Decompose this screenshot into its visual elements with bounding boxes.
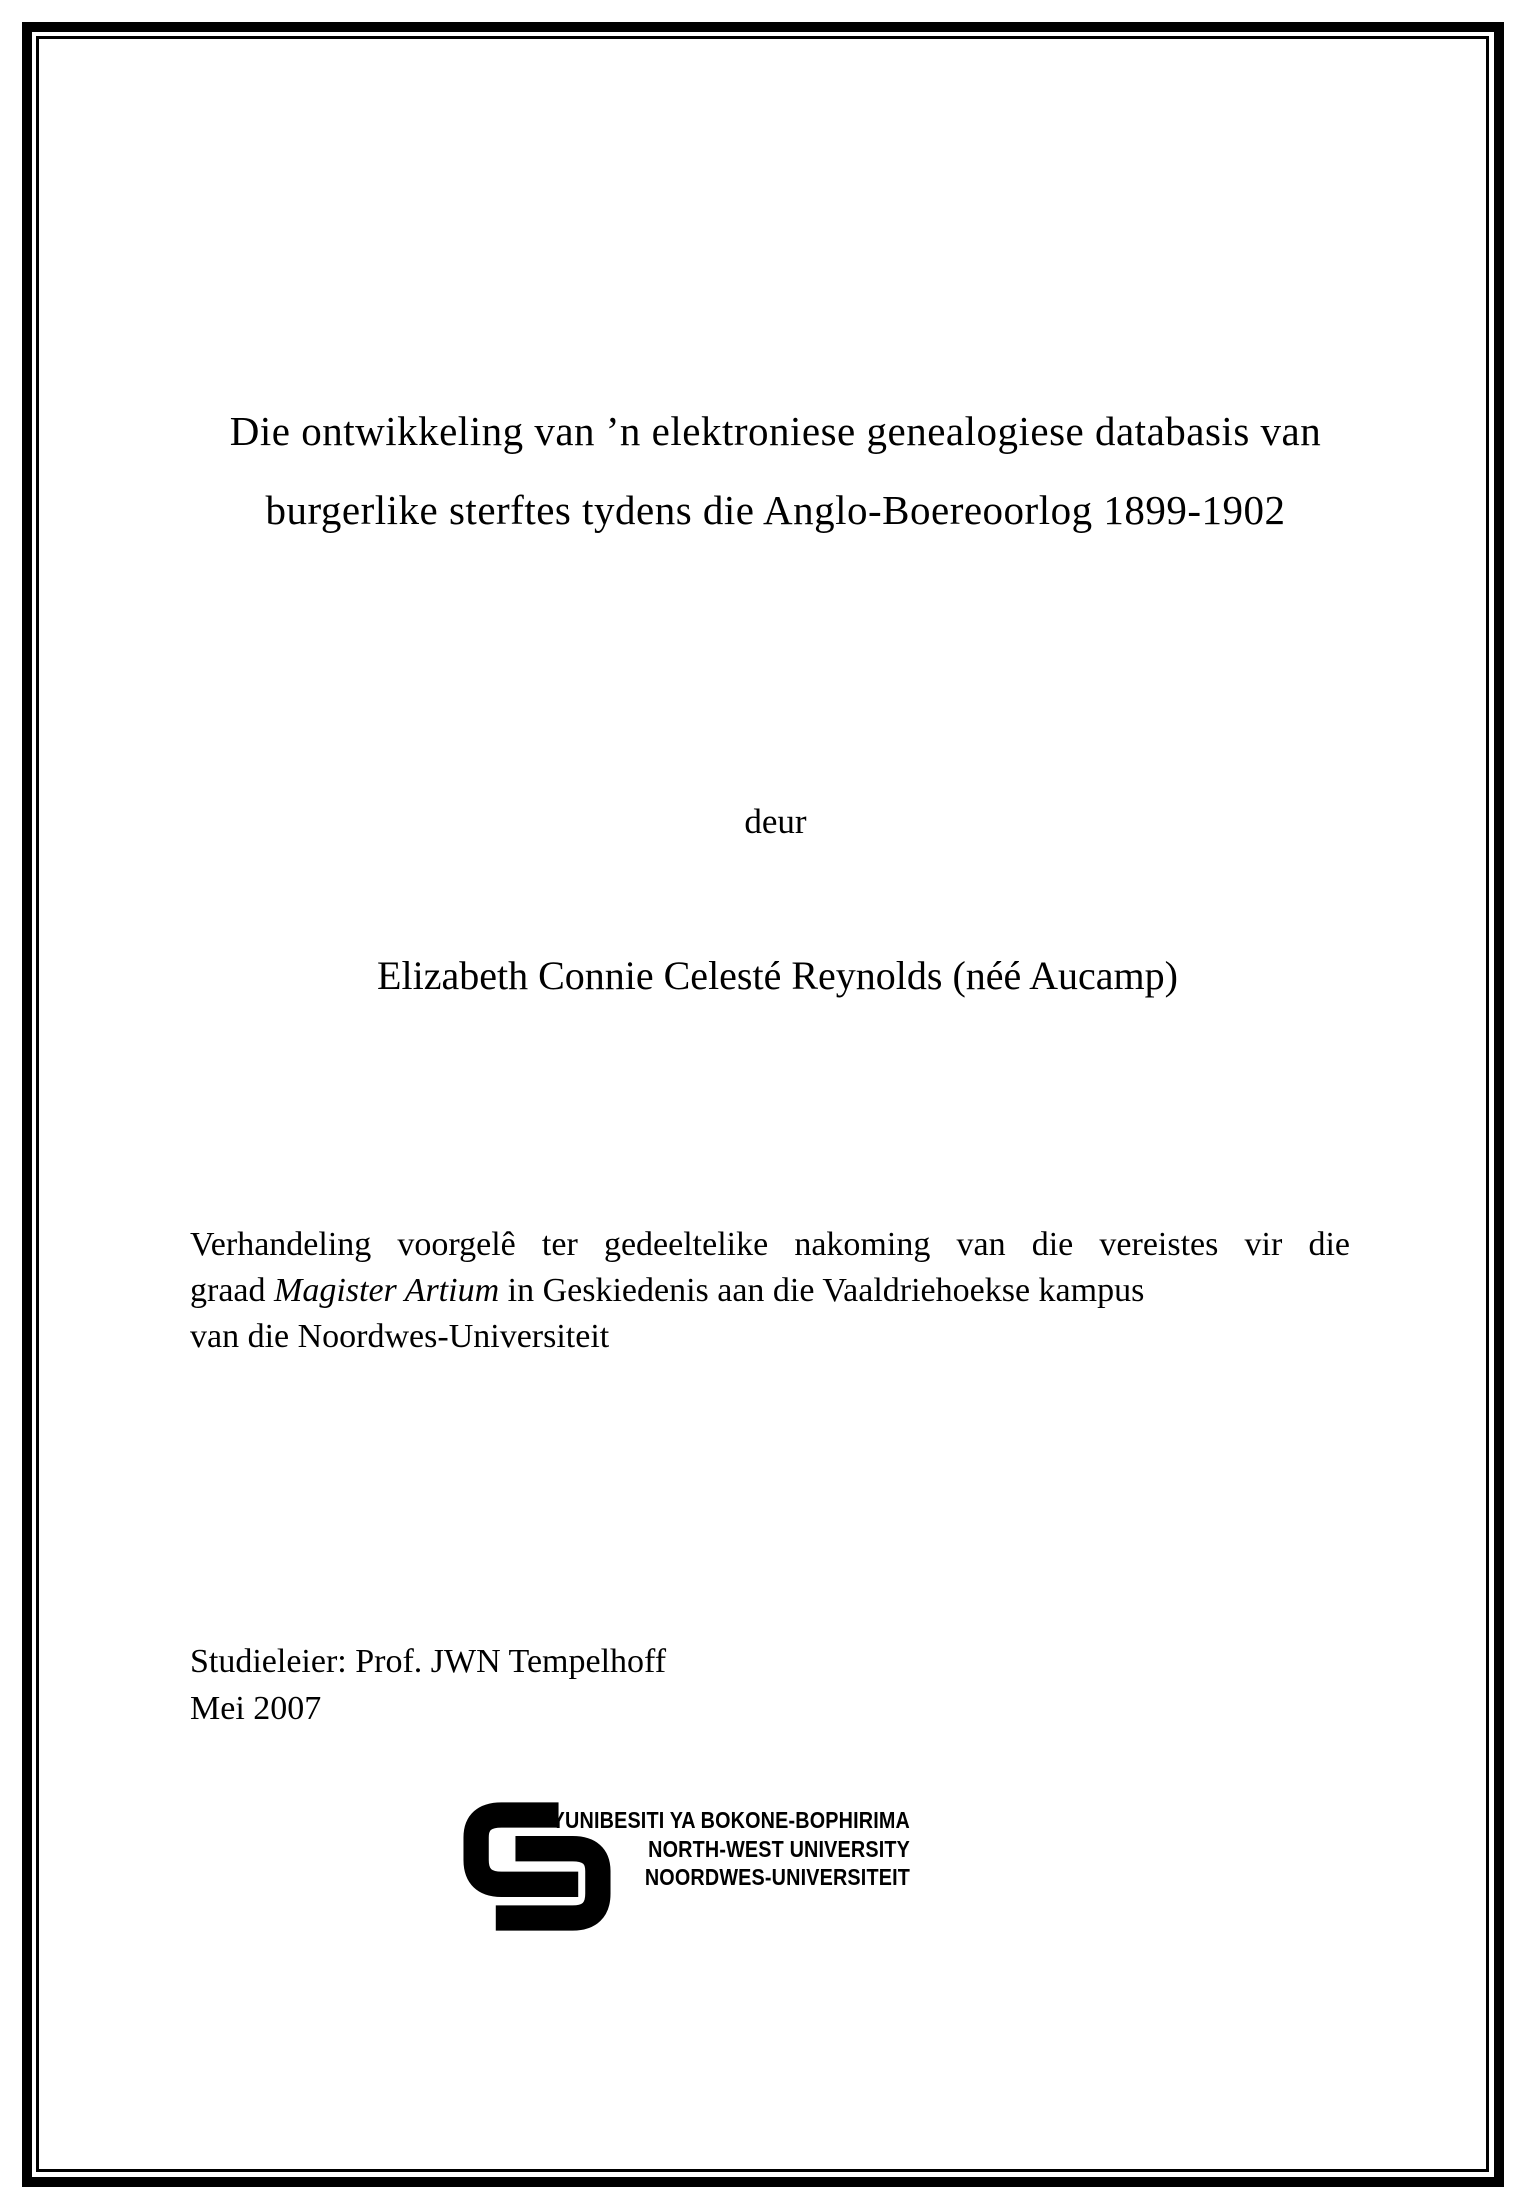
university-logo-text	[525, 1806, 910, 1892]
supervisor-block	[190, 1638, 666, 1732]
university-name-setswana: YUNIBESITI YA BOKONE-BOPHIRIMA	[551, 1807, 910, 1833]
university-logo	[462, 1800, 1062, 1940]
date-line: Mei 2007	[190, 1690, 322, 1727]
degree-statement-line-2-suffix: in Geskiedenis aan die Vaaldriehoekse kampus	[499, 1272, 1145, 1309]
degree-name-italic: Magister Artium	[274, 1272, 500, 1309]
degree-statement-line-2-prefix: graad	[190, 1272, 275, 1309]
degree-statement-line-2	[190, 1268, 1350, 1314]
university-name-afrikaans: NOORDWES-UNIVERSITEIT	[644, 1864, 910, 1890]
page-title-line-1: Die ontwikkeling van ’n elektroniese genealogiese databasis van	[229, 408, 1322, 454]
page-title	[0, 392, 1527, 550]
degree-statement-line-1: Verhandeling voorgelê ter gedeeltelike nakoming van die vereistes vir die	[190, 1226, 1350, 1263]
university-name-english: NORTH-WEST UNIVERSITY	[648, 1835, 910, 1862]
supervisor-line: Studieleier: Prof. JWN Tempelhoff	[190, 1643, 667, 1680]
degree-statement	[190, 1222, 1350, 1360]
byline-label: deur	[744, 802, 807, 841]
author-name: Elizabeth Connie Celesté Reynolds (néé Aucamp)	[377, 953, 1178, 998]
page-title-line-2: burgerlike sterftes tydens die Anglo-Boereoorlog 1899-1902	[265, 487, 1286, 533]
degree-statement-line-3: van die Noordwes-Universiteit	[190, 1318, 610, 1355]
